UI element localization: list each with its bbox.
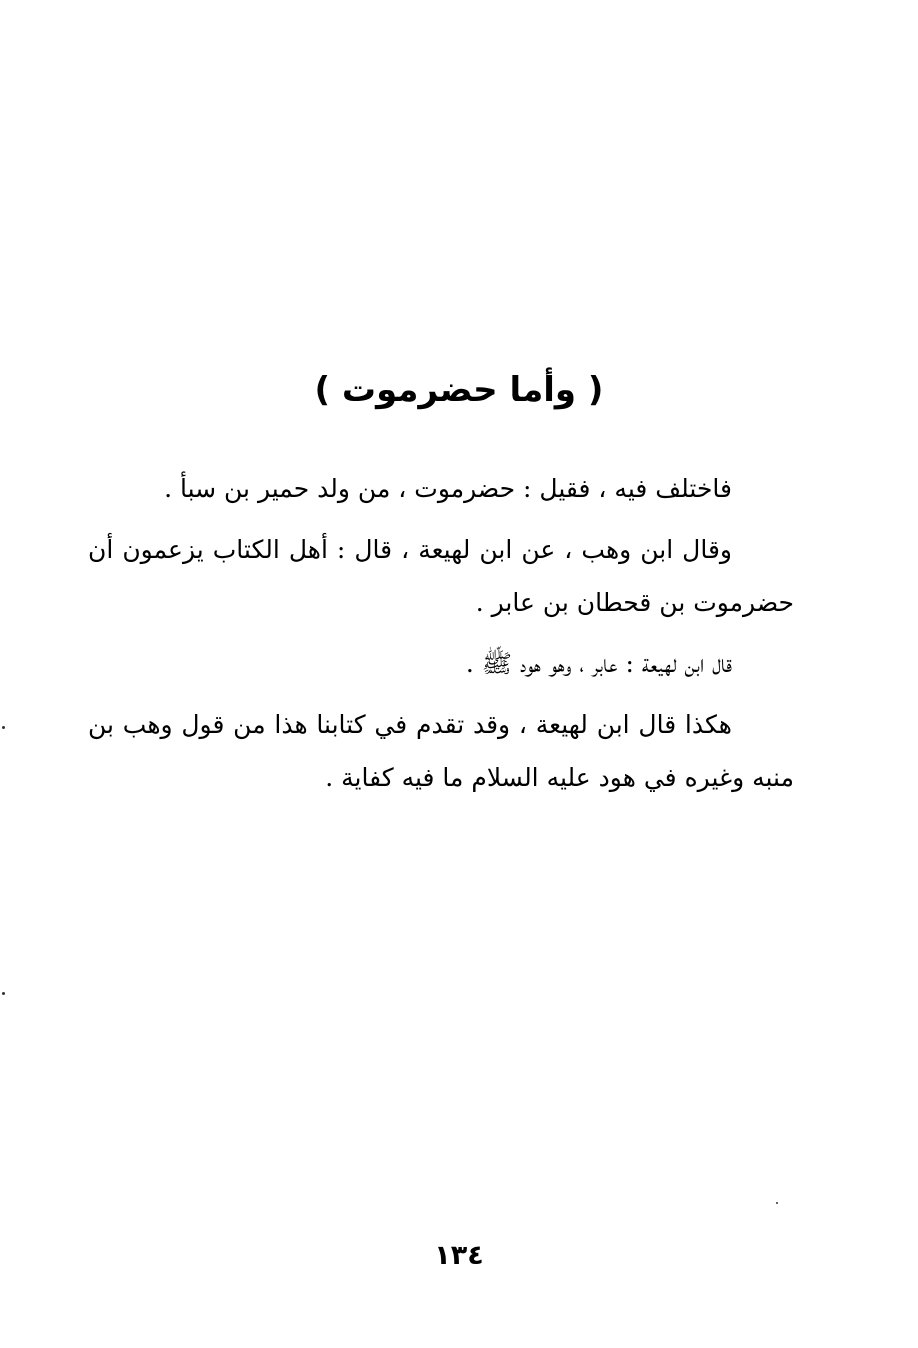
- paragraph-1: فاختلف فيه ، فقيل : حضرموت ، من ولد حمير بن سبأ .: [164, 474, 732, 503]
- section-heading: ( وأما حضرموت ): [314, 370, 604, 410]
- scan-speck: [2, 992, 5, 995]
- page-number: ١٣٤: [434, 1240, 484, 1271]
- body-text: [88, 462, 794, 812]
- paragraph-3: قال ابن لهيعة : عابر ، وهو هود ﷺ .: [465, 649, 732, 678]
- paragraph-4: هكذا قال ابن لهيعة ، وقد تقدم في كتابنا هذا من قول وهب بن منبه وغيره في هود عليه السلام ما فيه كفاية .: [88, 710, 794, 792]
- scan-speck: [2, 726, 5, 729]
- scan-speck: [776, 1202, 778, 1204]
- paragraph-2: وقال ابن وهب ، عن ابن لهيعة ، قال : أهل الكتاب يزعمون أن حضرموت بن قحطان بن عابر .: [88, 535, 794, 617]
